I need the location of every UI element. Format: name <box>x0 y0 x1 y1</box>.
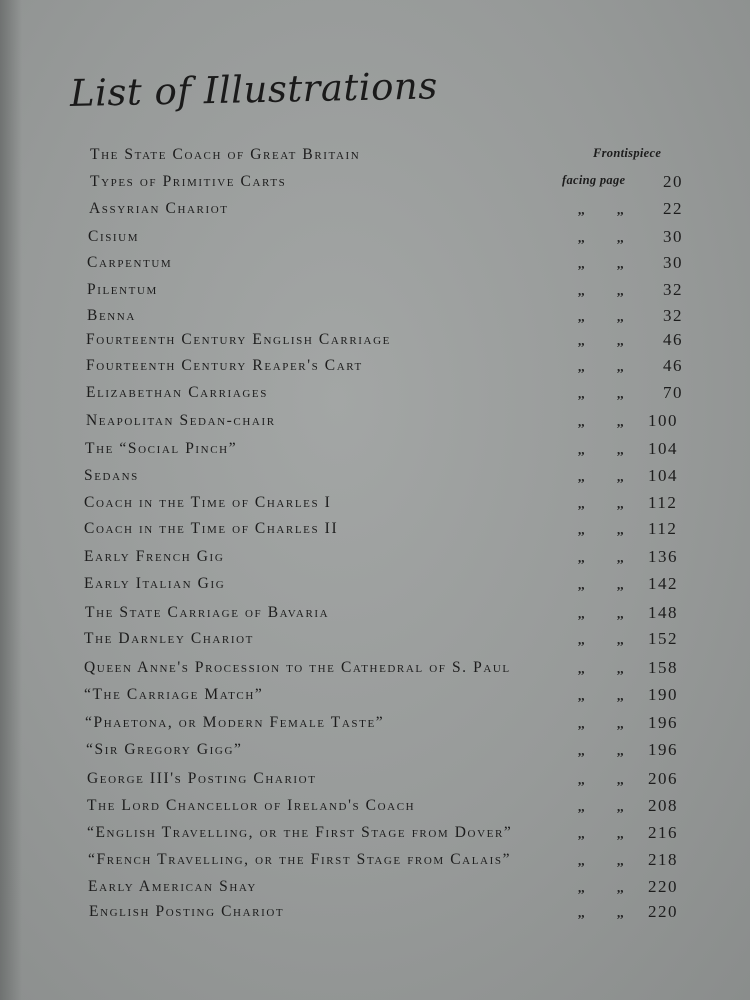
ditto-mark: ,, <box>578 688 585 703</box>
page-number: 158 <box>648 658 678 677</box>
ditto-mark: ,, <box>617 772 624 787</box>
ditto-mark: ,, <box>578 442 585 457</box>
page-number: 104 <box>648 466 678 485</box>
illustration-title: “Phaetona, or Modern Female Taste” <box>85 714 385 731</box>
page-number: 70 <box>663 383 683 402</box>
ditto-mark: ,, <box>578 632 585 647</box>
ditto-mark: ,, <box>617 333 624 348</box>
page-number: 208 <box>648 796 678 815</box>
list-item <box>0 494 750 518</box>
ditto-mark: ,, <box>617 359 624 374</box>
illustration-title: Fourteenth Century English Carriage <box>86 331 391 348</box>
ditto-mark: ,, <box>617 442 624 457</box>
page-number: 136 <box>648 547 678 566</box>
list-item <box>0 604 750 628</box>
illustration-title: Cisium <box>88 228 140 245</box>
ditto-mark: ,, <box>617 469 624 484</box>
ditto-mark: ,, <box>617 577 624 592</box>
page-title: List of Illustrations <box>69 64 439 115</box>
list-item <box>0 714 750 738</box>
illustration-title: The Darnley Chariot <box>84 630 254 647</box>
ditto-mark: ,, <box>578 522 585 537</box>
illustration-title: Early French Gig <box>84 548 225 565</box>
list-item <box>0 851 750 875</box>
page-number: 152 <box>648 629 678 648</box>
illustration-title: Benna <box>87 307 136 324</box>
list-item <box>0 281 750 305</box>
page-number: 190 <box>648 685 678 704</box>
list-item <box>0 630 750 654</box>
illustration-title: Types of Primitive Carts <box>90 173 287 190</box>
ditto-mark: ,, <box>578 880 585 895</box>
illustration-title: “The Carriage Match” <box>84 686 264 703</box>
page-number: 206 <box>648 769 678 788</box>
ditto-mark: ,, <box>578 905 585 920</box>
list-item <box>0 824 750 848</box>
ditto-mark: ,, <box>578 716 585 731</box>
list-item <box>0 228 750 252</box>
ditto-mark: ,, <box>617 309 624 324</box>
ditto-mark: ,, <box>617 688 624 703</box>
ditto-mark: ,, <box>578 496 585 511</box>
ditto-mark: ,, <box>617 799 624 814</box>
illustration-title: Elizabethan Carriages <box>86 384 268 401</box>
page-number: 46 <box>663 330 683 349</box>
ditto-mark: ,, <box>578 469 585 484</box>
ditto-mark: ,, <box>617 550 624 565</box>
illustration-title: Neapolitan Sedan-chair <box>86 412 276 429</box>
list-item <box>0 331 750 355</box>
list-item <box>0 440 750 464</box>
ditto-mark: ,, <box>617 880 624 895</box>
ditto-mark: ,, <box>578 333 585 348</box>
list-item <box>0 254 750 278</box>
ditto-mark: ,, <box>617 661 624 676</box>
page-number: 142 <box>648 574 678 593</box>
ditto-mark: ,, <box>617 632 624 647</box>
list-item <box>0 467 750 491</box>
ditto-mark: ,, <box>578 256 585 271</box>
ditto-mark: ,, <box>578 661 585 676</box>
illustration-title: “English Travelling, or the First Stage from Dover” <box>87 824 513 841</box>
ditto-mark: ,, <box>617 743 624 758</box>
ditto-mark: ,, <box>578 550 585 565</box>
page-number: 22 <box>663 199 683 218</box>
illustration-title: Coach in the Time of Charles I <box>84 494 332 511</box>
list-item <box>0 659 750 683</box>
ditto-mark: ,, <box>617 606 624 621</box>
list-item <box>0 741 750 765</box>
illustration-title: “Sir Gregory Gigg” <box>86 741 243 758</box>
illustration-title: Early Italian Gig <box>84 575 226 592</box>
list-item <box>0 357 750 381</box>
ditto-mark: ,, <box>578 606 585 621</box>
page-number: 218 <box>648 850 678 869</box>
list-item <box>0 307 750 331</box>
page-number: 30 <box>663 253 683 272</box>
list-item <box>0 200 750 224</box>
page-number: 104 <box>648 439 678 458</box>
ditto-mark: ,, <box>617 826 624 841</box>
frontispiece-note: Frontispiece <box>593 146 662 160</box>
list-item <box>0 173 750 197</box>
page-number: 32 <box>663 280 683 299</box>
facing-page-note: facing page <box>562 173 626 187</box>
ditto-mark: ,, <box>578 386 585 401</box>
illustration-title: Coach in the Time of Charles II <box>84 520 339 537</box>
illustration-title: The Lord Chancellor of Ireland's Coach <box>87 797 416 814</box>
illustration-title: English Posting Chariot <box>89 903 285 920</box>
list-item <box>0 384 750 408</box>
list-item <box>0 575 750 599</box>
ditto-mark: ,, <box>578 772 585 787</box>
list-item <box>0 878 750 902</box>
page-number: 112 <box>648 519 678 538</box>
illustration-title: “French Travelling, or the First Stage from Calais” <box>88 851 512 868</box>
page-number: 20 <box>663 172 683 191</box>
ditto-mark: ,, <box>578 414 585 429</box>
list-item <box>0 520 750 544</box>
page-number: 112 <box>648 493 678 512</box>
ditto-mark: ,, <box>578 799 585 814</box>
list-item <box>0 903 750 927</box>
illustration-title: Sedans <box>84 467 139 484</box>
ditto-mark: ,, <box>617 230 624 245</box>
ditto-mark: ,, <box>578 309 585 324</box>
ditto-mark: ,, <box>617 905 624 920</box>
illustration-title: Assyrian Chariot <box>89 200 229 217</box>
illustration-title: Pilentum <box>87 281 158 298</box>
illustration-title: The State Carriage of Bavaria <box>85 604 330 621</box>
list-item <box>0 797 750 821</box>
ditto-mark: ,, <box>617 853 624 868</box>
page-number: 196 <box>648 713 678 732</box>
page-number: 32 <box>663 306 683 325</box>
page-number: 196 <box>648 740 678 759</box>
ditto-mark: ,, <box>617 202 624 217</box>
ditto-mark: ,, <box>617 522 624 537</box>
page-number: 216 <box>648 823 678 842</box>
ditto-mark: ,, <box>578 230 585 245</box>
list-item <box>0 770 750 794</box>
ditto-mark: ,, <box>617 414 624 429</box>
list-item <box>0 686 750 710</box>
list-item <box>0 412 750 436</box>
page-number: 100 <box>648 411 678 430</box>
illustration-title: Fourteenth Century Reaper's Cart <box>86 357 363 374</box>
ditto-mark: ,, <box>617 716 624 731</box>
ditto-mark: ,, <box>617 496 624 511</box>
ditto-mark: ,, <box>578 577 585 592</box>
ditto-mark: ,, <box>578 853 585 868</box>
page-number: 220 <box>648 877 678 896</box>
ditto-mark: ,, <box>578 283 585 298</box>
ditto-mark: ,, <box>578 743 585 758</box>
illustration-title: Early American Shay <box>88 878 257 895</box>
ditto-mark: ,, <box>578 202 585 217</box>
page-number: 30 <box>663 227 683 246</box>
page-number: 148 <box>648 603 678 622</box>
illustration-title: The “Social Pinch” <box>85 440 238 457</box>
illustration-title: Carpentum <box>87 254 173 271</box>
page-number: 46 <box>663 356 683 375</box>
list-item <box>0 146 750 170</box>
ditto-mark: ,, <box>578 359 585 374</box>
page-number: 220 <box>648 902 678 921</box>
illustration-title: The State Coach of Great Britain <box>90 146 361 163</box>
illustration-title: Queen Anne's Procession to the Cathedral of S. Paul <box>84 659 511 676</box>
list-item <box>0 548 750 572</box>
illustration-title: George III's Posting Chariot <box>87 770 317 787</box>
ditto-mark: ,, <box>617 386 624 401</box>
ditto-mark: ,, <box>617 283 624 298</box>
ditto-mark: ,, <box>617 256 624 271</box>
ditto-mark: ,, <box>578 826 585 841</box>
